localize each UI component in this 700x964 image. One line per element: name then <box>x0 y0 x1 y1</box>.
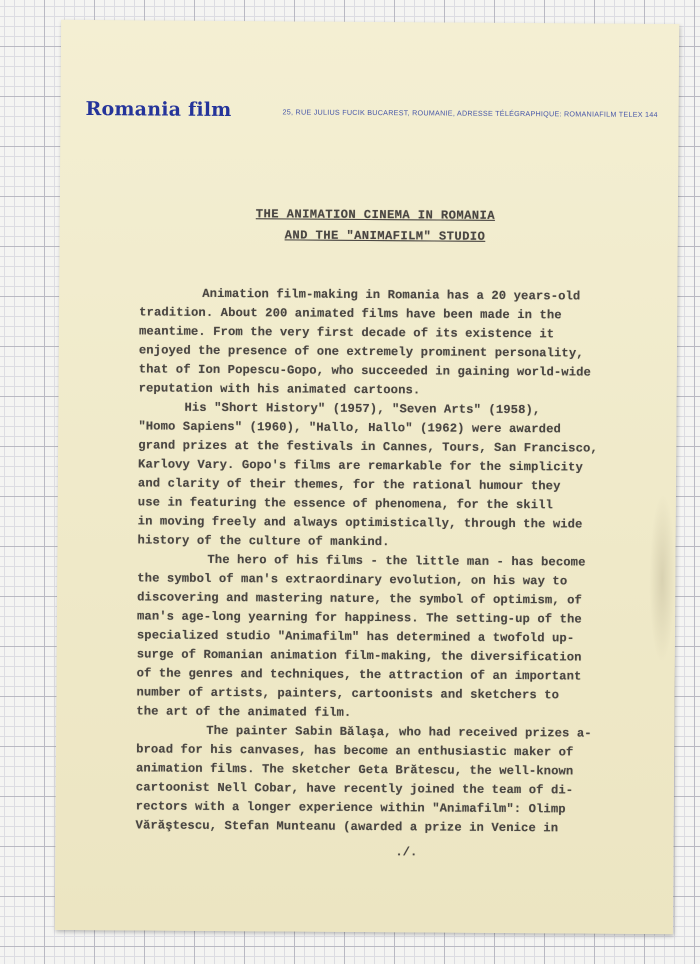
body-line: history of the culture of mankind. <box>137 533 390 550</box>
body-line: surge of Romanian animation film-making, the diversification <box>136 647 582 665</box>
body-line: grand prizes at the festivals in Cannes, Tours, San Francisco, <box>138 438 598 456</box>
document-page <box>55 20 679 934</box>
letterhead <box>85 98 675 132</box>
body-line: rectors with a longer experience within "Animafilm": Olimp <box>135 799 566 817</box>
body-line: use in featuring the essence of phenomena, for the skill <box>137 495 554 513</box>
body-line: reputation with his animated cartoons. <box>138 381 421 398</box>
body-line: His "Short History" (1957), "Seven Arts" (1958), <box>184 400 541 418</box>
body-line: tradition. About 200 animated films have been made in the <box>139 305 562 323</box>
body-line: the art of the animated film. <box>136 704 352 720</box>
body-line: of the genres and techniques, the attraction of an important <box>136 666 582 684</box>
body-line: meantime. From the very first decade of its existence it <box>138 324 555 342</box>
document-title-line-2: AND THE "ANIMAFILM" STUDIO <box>284 228 486 244</box>
body-line: The painter Sabin Bălaşa, who had received prizes a- <box>206 723 592 741</box>
body-line: Karlovy Vary. Gopo's films are remarkable for the simplicity <box>138 457 583 475</box>
body-line: Vărăştescu, Stefan Munteanu (awarded a prize in Venice in <box>135 818 559 836</box>
body-line: specialized studio "Animafilm" has determined a twofold up- <box>136 628 575 646</box>
body-line: number of artists, painters, cartoonists and sketchers to <box>136 685 560 703</box>
body-line: broad for his canvases, has become an enthusiastic maker of <box>136 742 574 760</box>
brand-logo-text: Romania film <box>85 98 232 122</box>
body-line: in moving freely and always optimistically, through the wide <box>137 514 583 532</box>
body-line: Animation film-making in Romania has a 20 years-old <box>202 286 581 304</box>
paper-stain <box>649 494 676 664</box>
body-line: "Homo Sapiens" (1960), "Hallo, Hallo" (1962) were awarded <box>138 419 561 437</box>
body-line: The hero of his films - the little man - has become <box>207 552 586 570</box>
body-line: man's age-long yearning for happiness. The setting-up of the <box>136 609 582 627</box>
body-line: discovering and mastering nature, the symbol of optimism, of <box>137 590 583 608</box>
body-line: animation films. The sketcher Geta Brătescu, the well-known <box>135 761 574 779</box>
body-line: enjoyed the presence of one extremely prominent personality, <box>138 343 584 361</box>
document-title-line-1: THE ANIMATION CINEMA IN ROMANIA <box>255 207 495 223</box>
body-line: the symbol of man's extraordinary evolution, on his way to <box>137 571 568 589</box>
continuation-mark: ./. <box>395 845 418 860</box>
body-line: and clarity of their themes, for the rational humour they <box>137 476 561 494</box>
letterhead-address: 25, RUE JULIUS FUCIK BUCAREST, ROUMANIE, ADRESSE TÉLÉGRAPHIQUE: ROMANIAFILM TELEX 144 <box>282 107 658 120</box>
body-line: that of Ion Popescu-Gopo, who succeeded in gaining world-wide <box>138 362 592 380</box>
body-line: cartoonist Nell Cobar, have recently joined the team of di- <box>135 780 574 798</box>
